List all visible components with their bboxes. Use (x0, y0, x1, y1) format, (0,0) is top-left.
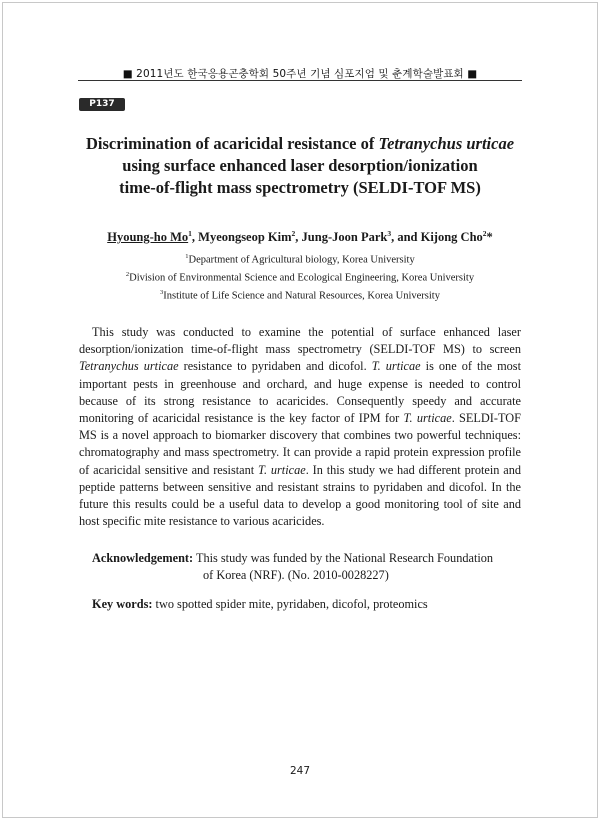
author-affil-mark: 1 (188, 229, 192, 238)
author-affil-mark: 3 (387, 229, 392, 238)
paper-title (60, 133, 540, 199)
abstract-text: . In this study we had different protein and peptide patterns between sensitive and resistant strains to pyridaben and dicofol. In the future this results could be a useful data to develop a good monitoring tool of site and host specific mite resistance to various acaricides. (79, 462, 522, 529)
keywords (92, 596, 532, 613)
affiliation-mark: 1 (185, 253, 189, 260)
abstract-text: resistance to pyridaben and dicofol. (178, 359, 372, 374)
affiliation (40, 268, 560, 286)
abstract-body (79, 324, 521, 530)
abstract-species: Tetranychus urticae (79, 359, 179, 374)
acknowledgement-text-continued: of Korea (NRF). (No. 2010-0028227) (203, 568, 389, 583)
author-separator: , (295, 230, 302, 245)
poster-number-badge: P137 (79, 98, 125, 111)
abstract-text: . SELDI-TOF MS is a novel approach to biomarker discovery that combines two powerful techniques: chromatography and mass spectrometry. It can provide a rapid protein expression profile of acaricidal sensitive and resistant (79, 411, 522, 477)
affiliation-mark: 3 (160, 289, 164, 296)
title-line-3: time-of-flight mass spectrometry (SELDI-TOF MS) (119, 178, 481, 197)
author-affil-mark: 2 (291, 229, 296, 238)
affiliation-text: Division of Environmental Science and Ecological Engineering, Korea University (129, 272, 475, 284)
affiliation (40, 286, 560, 304)
author-name: Kijong Cho (420, 230, 483, 245)
title-species-name: Tetranychus urticae (378, 134, 515, 153)
keywords-text: two spotted spider mite, pyridaben, dicofol, proteomics (152, 597, 428, 611)
affiliation-text: Department of Agricultural biology, Korea University (188, 254, 415, 266)
affiliation (40, 250, 560, 268)
affiliation-mark: 2 (125, 271, 130, 278)
title-line-1 (60, 133, 540, 155)
author-name: Hyoung-ho Mo (107, 230, 189, 245)
title-line-1-text: Discrimination of acaricidal resistance of (85, 134, 379, 153)
corresponding-author-mark: * (486, 230, 493, 245)
affiliation-list (40, 250, 560, 304)
author-separator: , and (391, 230, 421, 245)
author-affil-mark: 2 (482, 229, 487, 238)
running-header: ■ 2011년도 한국응용곤충학회 50주년 기념 심포지엄 및 춘계학술발표회 ■ (122, 68, 478, 80)
abstract-species: T. urticae (258, 462, 306, 477)
page-number: 247 (289, 765, 311, 777)
acknowledgement (92, 550, 532, 584)
author-separator: , (191, 230, 199, 245)
abstract-text: This study was conducted to examine the potential of surface enhanced laser desorption/ionization time-of-flight mass spectrometry (SELDI-TOF MS) to screen (79, 325, 521, 357)
acknowledgement-label: Acknowledgement: (92, 551, 194, 565)
author-list (40, 229, 560, 245)
abstract-species: T. urticae (403, 411, 452, 426)
title-line-2: using surface enhanced laser desorption/ionization (122, 156, 478, 175)
header-divider (78, 80, 522, 81)
abstract-text: is one of the most important pests in greenhouse and orchard, and huge expense is needed to control because of its strong resistance to acaricides. Consequently speedy and accurate monitoring of acaricidal resistance is the key factor of IPM for (79, 359, 521, 426)
keywords-label: Key words: (92, 597, 153, 611)
abstract-species: T. urticae (371, 359, 421, 374)
author-name: Myeongseop Kim (198, 230, 292, 245)
author-name: Jung-Joon Park (301, 230, 388, 245)
affiliation-text: Institute of Life Science and Natural Resources, Korea University (163, 290, 440, 302)
acknowledgement-text: This study was funded by the National Research Foundation (193, 551, 494, 565)
